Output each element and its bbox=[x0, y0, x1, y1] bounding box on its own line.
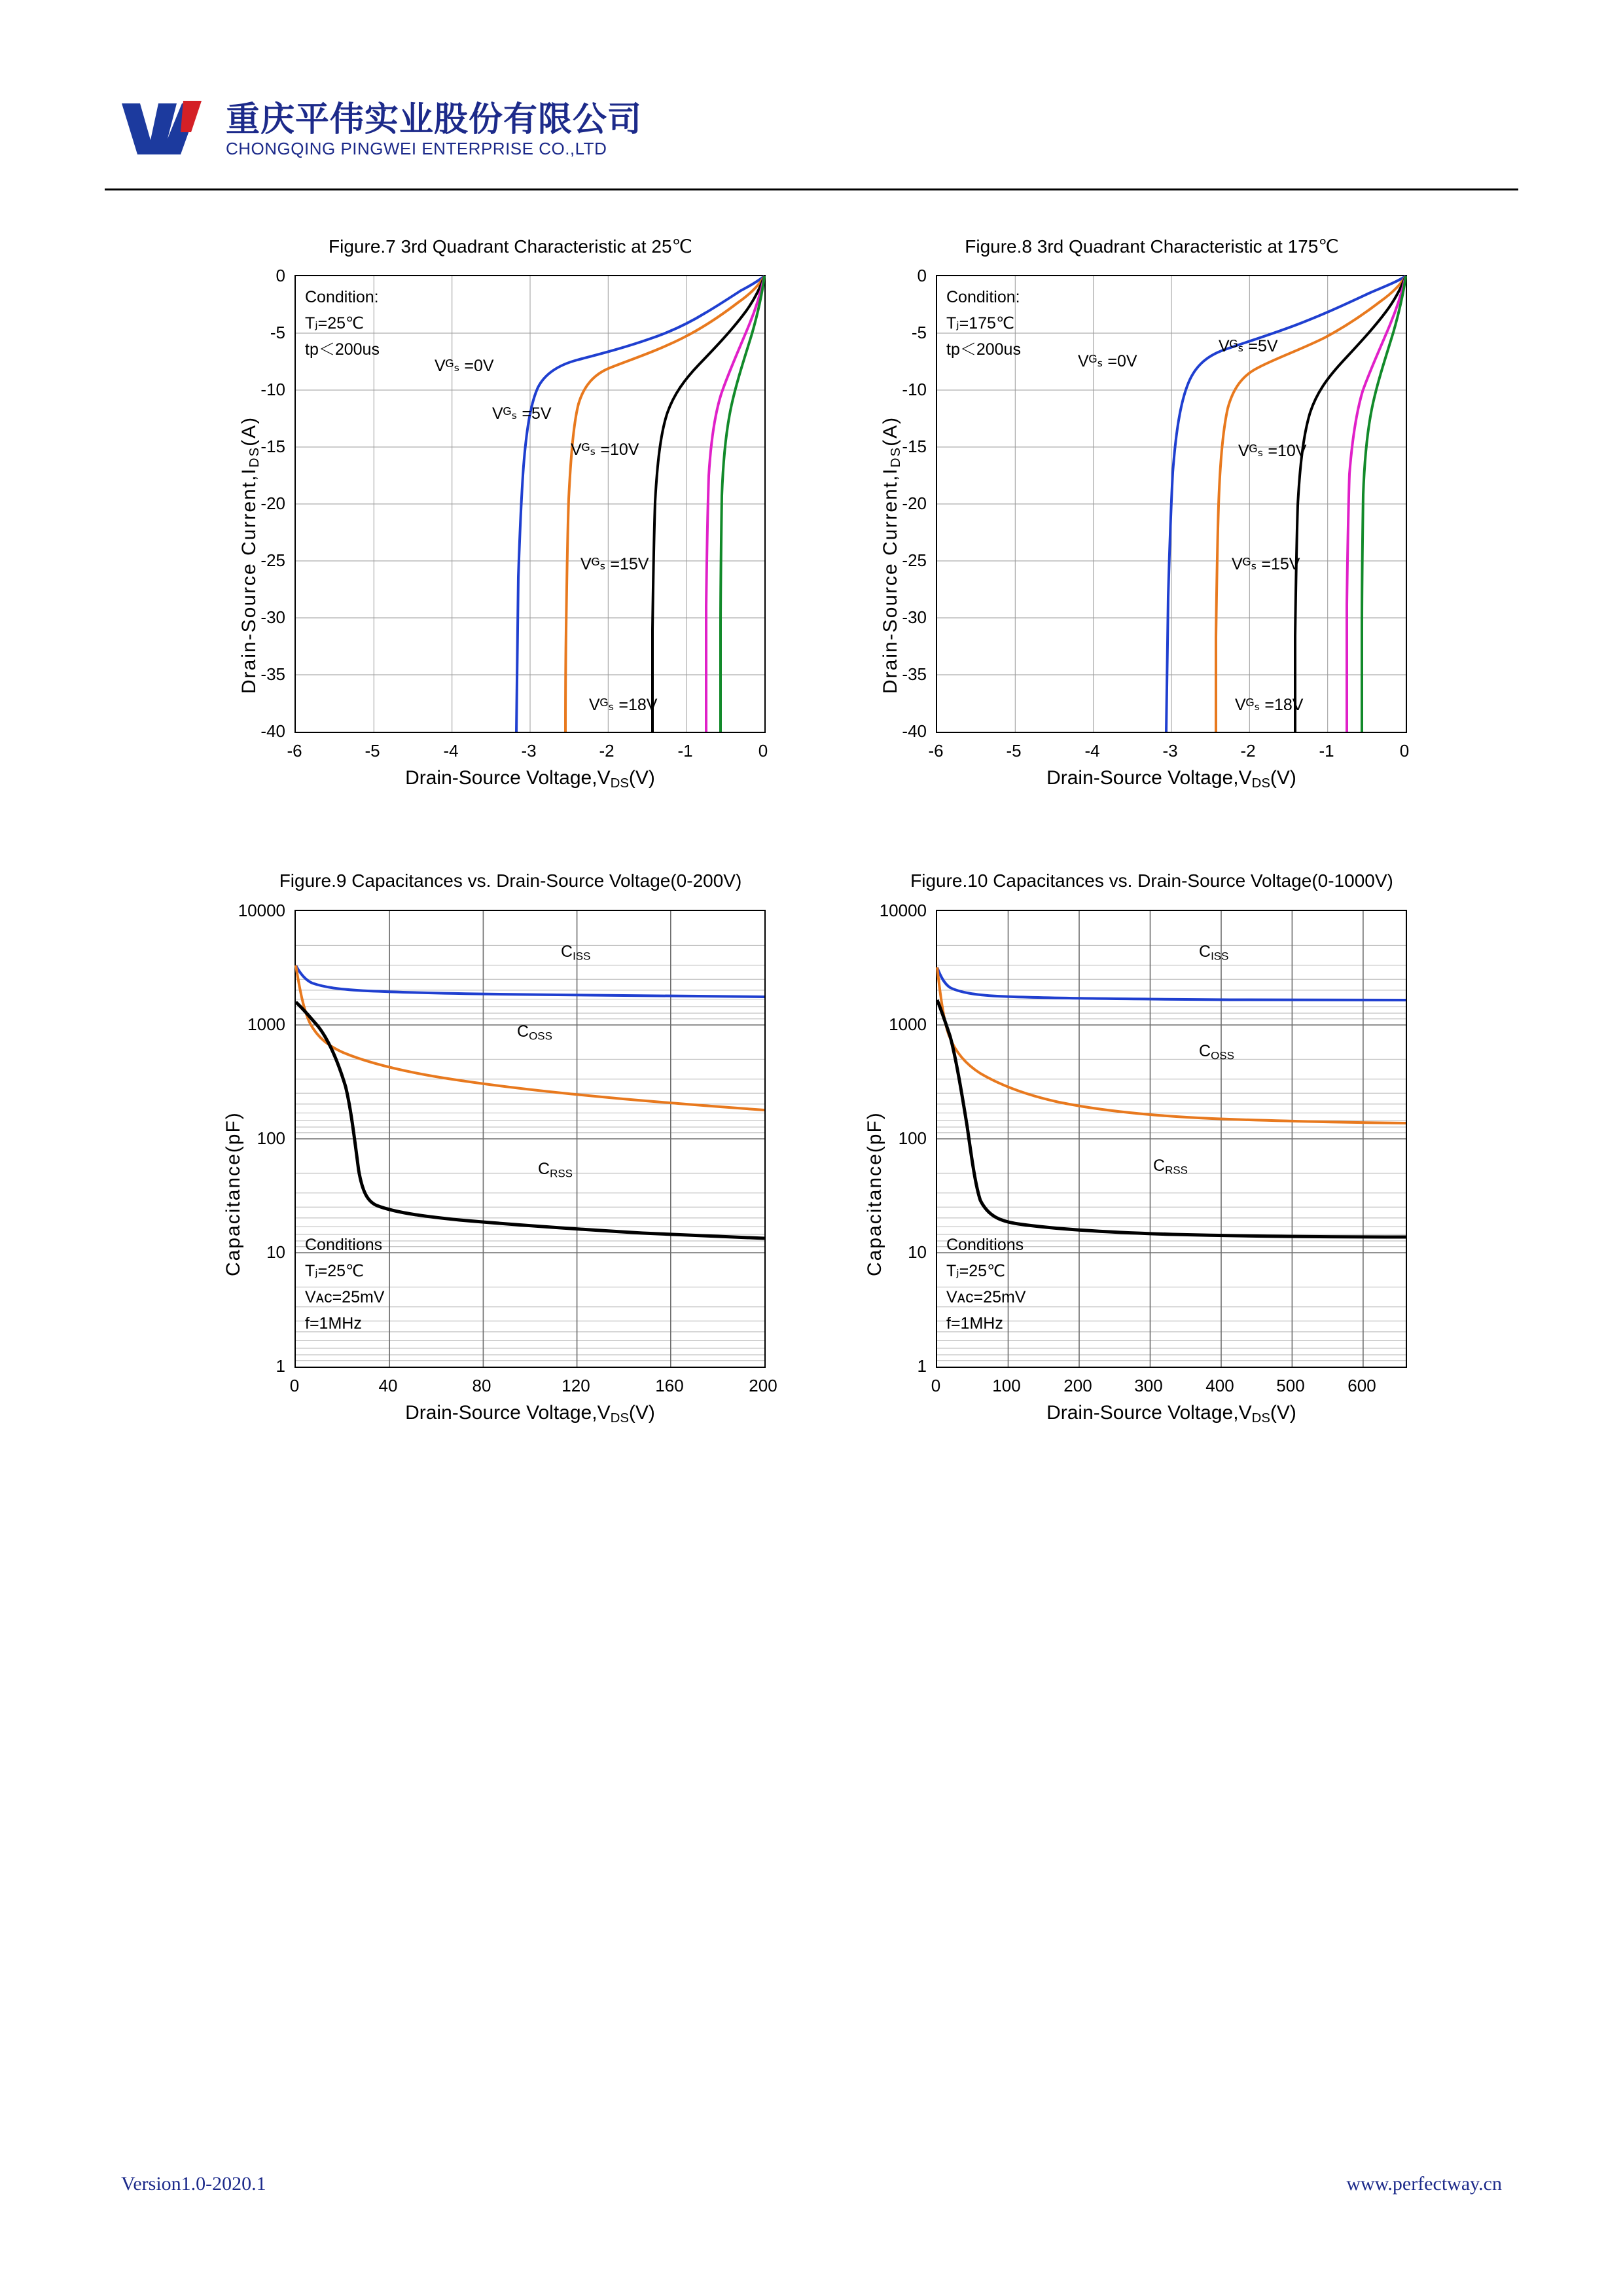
footer-website[interactable]: www.perfectway.cn bbox=[1346, 2173, 1502, 2195]
figure-8-ytick--20: -20 bbox=[902, 493, 927, 513]
figure-9-xtick-80: 80 bbox=[472, 1376, 491, 1395]
figure-7-xtick--6: -6 bbox=[287, 741, 302, 761]
figure-9-xtick-200: 200 bbox=[749, 1376, 777, 1395]
figure-9-curve-label-crss: $C_{RSS}$ bbox=[538, 1160, 573, 1180]
figure-10-xtick-300: 300 bbox=[1134, 1376, 1163, 1395]
figure-7-yaxis-label: Drain-Source $Current,I_{DS}(A)$ bbox=[238, 416, 262, 694]
figure-9-plot bbox=[294, 910, 766, 1368]
figure-8-title: Figure.8 3rd Quadrant Characteristic at 175℃ bbox=[965, 236, 1339, 257]
figure-7-ytick--20: -20 bbox=[260, 493, 285, 513]
figure-8 bbox=[857, 236, 1446, 825]
figure-8-conditions: Condition: Tⱼ=175℃ tp＜200us bbox=[946, 288, 1021, 359]
figure-7-ytick--30: -30 bbox=[260, 607, 285, 627]
figure-8-xtick--2: -2 bbox=[1240, 741, 1256, 761]
figure-7 bbox=[216, 236, 805, 825]
figure-10-conditions: Conditions Tⱼ=25℃ Vᴀᴄ=25mV f=1MHz bbox=[946, 1236, 1026, 1333]
figure-8-ytick--5: -5 bbox=[911, 323, 927, 342]
figure-10-curve-label-ciss: $C_{ISS}$ bbox=[1199, 942, 1229, 963]
figure-9-curve-label-ciss: $C_{ISS}$ bbox=[561, 942, 591, 963]
figure-7-ytick--40: -40 bbox=[260, 721, 285, 741]
figure-10-ytick-1000: 1000 bbox=[889, 1014, 927, 1034]
figure-8-curve-label-vgs0: Vᴳₛ =0V bbox=[1078, 352, 1137, 370]
figure-9-yaxis-label: Capacitance(pF) bbox=[223, 1111, 244, 1276]
figure-10-curve-label-crss: $C_{RSS}$ bbox=[1153, 1157, 1188, 1177]
figure-7-ytick--35: -35 bbox=[260, 664, 285, 684]
figure-8-ytick--15: -15 bbox=[902, 437, 927, 456]
figure-7-curve-label-vgs15: Vᴳₛ =15V bbox=[580, 555, 649, 573]
figure-8-xtick-0: 0 bbox=[1399, 741, 1410, 761]
header-divider bbox=[105, 188, 1518, 190]
figure-10-ytick-10: 10 bbox=[908, 1242, 927, 1262]
figure-8-yaxis-label: Drain-Source $Current,I_{DS}(A)$ bbox=[880, 416, 904, 694]
figure-7-curve-label-vgs5: Vᴳₛ =5V bbox=[492, 404, 552, 423]
figure-7-xaxis-label: Drain-Source $Voltage,V_{DS}(V)$ bbox=[405, 767, 655, 791]
figure-10-plot bbox=[936, 910, 1407, 1368]
figure-10-xaxis-label: Drain-Source $Voltage,V_{DS}(V)$ bbox=[1046, 1402, 1296, 1426]
figure-10-curve-label-coss: $C_{OSS}$ bbox=[1199, 1042, 1234, 1062]
figure-7-ytick--25: -25 bbox=[260, 550, 285, 570]
figure-10-title: Figure.10 Capacitances vs. Drain-Source Voltage(0-1000V) bbox=[910, 870, 1393, 891]
figure-9-xaxis-label: Drain-Source $Voltage,V_{DS}(V)$ bbox=[405, 1402, 655, 1426]
figure-9-xtick-40: 40 bbox=[378, 1376, 398, 1395]
figure-7-xtick--2: -2 bbox=[599, 741, 615, 761]
figure-9-xtick-120: 120 bbox=[562, 1376, 590, 1395]
figure-8-ytick--35: -35 bbox=[902, 664, 927, 684]
figure-7-xtick--3: -3 bbox=[521, 741, 537, 761]
figure-8-ytick--30: -30 bbox=[902, 607, 927, 627]
figure-8-ytick--40: -40 bbox=[902, 721, 927, 741]
figure-9-xtick-0: 0 bbox=[289, 1376, 300, 1395]
figure-9-ytick-1000: 1000 bbox=[247, 1014, 285, 1034]
figure-7-xtick--5: -5 bbox=[365, 741, 380, 761]
figure-7-curve-label-vgs0: Vᴳₛ =0V bbox=[435, 357, 494, 375]
figure-8-ytick-0: 0 bbox=[917, 266, 927, 285]
figure-7-xtick--4: -4 bbox=[443, 741, 459, 761]
figure-7-ytick--15: -15 bbox=[260, 437, 285, 456]
figure-8-xtick--3: -3 bbox=[1162, 741, 1178, 761]
figure-7-conditions: Condition: Tⱼ=25℃ tp＜200us bbox=[305, 288, 380, 359]
figure-7-xtick-0: 0 bbox=[758, 741, 768, 761]
figure-10-xtick-500: 500 bbox=[1276, 1376, 1305, 1395]
figure-9-xtick-160: 160 bbox=[655, 1376, 684, 1395]
figure-8-xtick--1: -1 bbox=[1319, 741, 1334, 761]
figure-8-xaxis-label: Drain-Source $Voltage,V_{DS}(V)$ bbox=[1046, 767, 1296, 791]
figure-8-curve-label-vgs18: Vᴳₛ =18V bbox=[1235, 696, 1304, 714]
figure-9-ytick-1: 1 bbox=[276, 1356, 285, 1376]
figure-10-xtick-0: 0 bbox=[931, 1376, 941, 1395]
figure-9-curve-label-coss: $C_{OSS}$ bbox=[517, 1022, 552, 1043]
figure-8-curve-label-vgs15: Vᴳₛ =15V bbox=[1232, 555, 1300, 573]
figure-8-ytick--10: -10 bbox=[902, 380, 927, 399]
figure-10-xtick-600: 600 bbox=[1347, 1376, 1376, 1395]
figure-9-ytick-100: 100 bbox=[257, 1128, 285, 1148]
figure-9-ytick-10000: 10000 bbox=[238, 901, 285, 920]
company-name-cn: 重庆平伟实业股份有限公司 bbox=[226, 101, 643, 139]
figure-10-xtick-400: 400 bbox=[1205, 1376, 1234, 1395]
footer-version: Version1.0-2020.1 bbox=[121, 2173, 266, 2195]
figure-8-xtick--5: -5 bbox=[1006, 741, 1022, 761]
figure-9-title: Figure.9 Capacitances vs. Drain-Source Voltage(0-200V) bbox=[279, 870, 742, 891]
figure-10-yaxis-label: Capacitance(pF) bbox=[864, 1111, 885, 1276]
figure-7-title: Figure.7 3rd Quadrant Characteristic at 25℃ bbox=[329, 236, 692, 257]
page-header bbox=[105, 85, 1518, 177]
pingwei-logo-icon bbox=[118, 92, 209, 164]
figure-8-plot bbox=[936, 275, 1407, 733]
figure-7-curve-label-vgs18: Vᴳₛ =18V bbox=[589, 696, 658, 714]
figure-8-xtick--4: -4 bbox=[1084, 741, 1100, 761]
figure-8-curve-label-vgs5: Vᴳₛ =5V bbox=[1219, 337, 1278, 355]
figure-10 bbox=[857, 870, 1446, 1460]
company-name-en: CHONGQING PINGWEI ENTERPRISE CO.,LTD bbox=[226, 139, 607, 158]
figure-7-plot bbox=[294, 275, 766, 733]
figure-8-ytick--25: -25 bbox=[902, 550, 927, 570]
figure-10-ytick-100: 100 bbox=[898, 1128, 927, 1148]
figure-9-ytick-10: 10 bbox=[266, 1242, 285, 1262]
figure-10-xtick-200: 200 bbox=[1063, 1376, 1092, 1395]
figure-8-xtick--6: -6 bbox=[928, 741, 944, 761]
figure-7-ytick--10: -10 bbox=[260, 380, 285, 399]
figure-9-conditions: Conditions Tⱼ=25℃ Vᴀᴄ=25mV f=1MHz bbox=[305, 1236, 385, 1333]
figure-7-ytick-0: 0 bbox=[276, 266, 285, 285]
figure-9 bbox=[216, 870, 805, 1460]
figure-8-curve-label-vgs10: Vᴳₛ =10V bbox=[1238, 442, 1307, 460]
figure-7-ytick--5: -5 bbox=[270, 323, 285, 342]
figure-10-ytick-10000: 10000 bbox=[879, 901, 927, 920]
figure-10-xtick-100: 100 bbox=[992, 1376, 1021, 1395]
figure-7-curve-label-vgs10: Vᴳₛ =10V bbox=[571, 440, 639, 459]
figure-7-xtick--1: -1 bbox=[677, 741, 693, 761]
figure-10-ytick-1: 1 bbox=[917, 1356, 927, 1376]
